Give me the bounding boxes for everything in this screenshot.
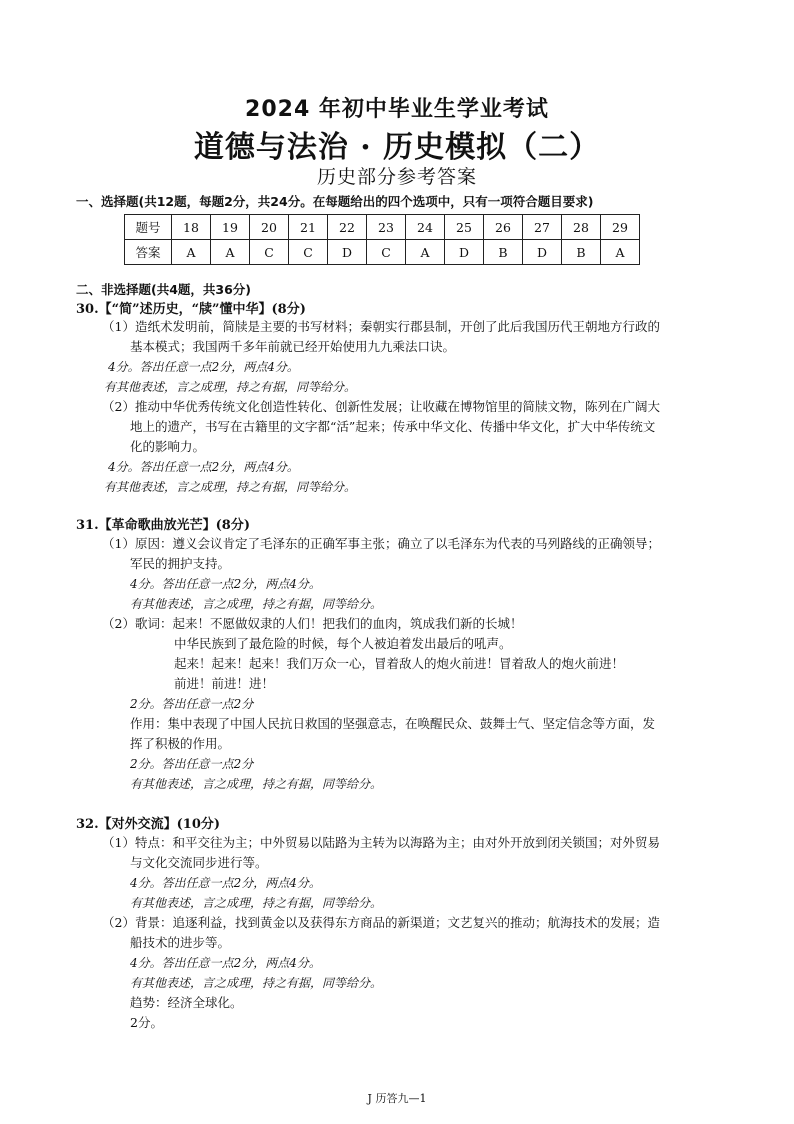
q32-line: 趋势：经济全球化。: [130, 995, 243, 1010]
q32-line: 有其他表述，言之成理，持之有据，同等给分。: [130, 896, 383, 910]
q30-line: 4分。答出任意一点2分，两点4分。: [108, 460, 299, 474]
q30-line: （2）推动中华优秀传统文化创造性转化、创新性发展；让收藏在博物馆里的简牍文物，陈列在广阔大: [102, 399, 660, 414]
table-cell: 18: [172, 215, 211, 240]
q30-heading: 30.【“简”述历史，“牍”懂中华】(8分): [76, 302, 306, 317]
q30-line: 化的影响力。: [130, 439, 206, 454]
q31-line: 作用：集中表现了中国人民抗日救国的坚强意志，在唤醒民众、鼓舞士气、坚定信念等方面，发: [130, 716, 656, 731]
table-cell: A: [601, 240, 640, 265]
answer-key-title: 历史部分参考答案: [316, 166, 477, 188]
table-cell: A: [172, 240, 211, 265]
q32-line: 船技术的进步等。: [130, 935, 231, 950]
exam-title: 2024 年初中毕业生学业考试: [245, 97, 549, 122]
q31-heading: 31.【革命歌曲放光芒】(8分): [76, 518, 250, 533]
q31-line: （1）原因：遵义会议肯定了毛泽东的正确军事主张；确立了以毛泽东为代表的马列路线的正确领导；: [102, 536, 660, 551]
table-cell: C: [367, 240, 406, 265]
table-cell: 27: [523, 215, 562, 240]
answer-table-number-row: [125, 215, 640, 240]
table-cell: A: [211, 240, 250, 265]
table-cell: 25: [445, 215, 484, 240]
q31-line: 2分。答出任意一点2分: [130, 697, 254, 711]
table-cell: D: [523, 240, 562, 265]
q30-line: 有其他表述，言之成理，持之有据，同等给分。: [104, 480, 357, 494]
q31-line: 有其他表述，言之成理，持之有据，同等给分。: [130, 777, 383, 791]
page-footer-code: J 历答九—1: [367, 1092, 427, 1105]
q30-line: 4分。答出任意一点2分，两点4分。: [108, 360, 299, 374]
table-cell: 20: [250, 215, 289, 240]
section1-heading: 一、选择题(共12题，每题2分，共24分。在每题给出的四个选项中，只有一项符合题目要求): [76, 194, 594, 209]
q30-line: 地上的遗产，书写在古籍里的文字都“活”起来；传承中华文化、传播中华文化，扩大中华传统文: [130, 419, 656, 434]
table-cell: D: [328, 240, 367, 265]
q32-line: （2）背景：追逐利益，找到黄金以及获得东方商品的新渠道；文艺复兴的推动；航海技术的发展；造: [102, 915, 660, 930]
q30-line: 基本模式；我国两千多年前就已经开始使用九九乘法口诀。: [130, 339, 456, 354]
section2-heading: 二、非选择题(共4题，共36分): [76, 282, 252, 297]
q31-line: 军民的拥护支持。: [130, 556, 231, 571]
table-cell: D: [445, 240, 484, 265]
q32-line: 4分。答出任意一点2分，两点4分。: [130, 956, 321, 970]
table-cell: 21: [289, 215, 328, 240]
q31-line: 有其他表述，言之成理，持之有据，同等给分。: [130, 597, 383, 611]
table-cell: C: [250, 240, 289, 265]
q31-line: 起来！起来！起来！我们万众一心，冒着敌人的炮火前进！冒着敌人的炮火前进！: [174, 656, 625, 671]
q30-line: （1）造纸术发明前，简牍是主要的书写材料；秦朝实行郡县制，开创了此后我国历代王朝地方行政的: [102, 319, 660, 334]
table-cell: B: [484, 240, 523, 265]
table-cell: 29: [601, 215, 640, 240]
q32-line: 2分。: [130, 1015, 163, 1030]
table-cell: 28: [562, 215, 601, 240]
q32-line: （1）特点：和平交往为主；中外贸易以陆路为主转为以海路为主；由对外开放到闭关锁国；对外贸易: [102, 835, 660, 850]
q32-line: 4分。答出任意一点2分，两点4分。: [130, 876, 321, 890]
q31-line: （2）歌词：起来！不愿做奴隶的人们！把我们的血肉，筑成我们新的长城！: [102, 616, 523, 631]
q31-line: 前进！前进！进！: [174, 676, 275, 691]
table-cell: 26: [484, 215, 523, 240]
table-cell: 23: [367, 215, 406, 240]
answer-table: [124, 214, 640, 265]
table-cell: B: [562, 240, 601, 265]
table-cell: A: [406, 240, 445, 265]
table-cell: C: [289, 240, 328, 265]
answer-table-answer-row: [125, 240, 640, 265]
table-cell: 22: [328, 215, 367, 240]
table-row-label: 答案: [125, 240, 172, 265]
table-row-label: 题号: [125, 215, 172, 240]
q31-line: 中华民族到了最危险的时候，每个人被迫着发出最后的吼声。: [174, 636, 512, 651]
q32-heading: 32.【对外交流】(10分): [76, 817, 221, 832]
exam-subject-title: 道德与法治 · 历史模拟（二）: [193, 130, 601, 165]
table-cell: 19: [211, 215, 250, 240]
q31-line: 2分。答出任意一点2分: [130, 757, 254, 771]
q31-line: 4分。答出任意一点2分，两点4分。: [130, 577, 321, 591]
q31-line: 挥了积极的作用。: [130, 736, 231, 751]
q32-line: 有其他表述，言之成理，持之有据，同等给分。: [130, 976, 383, 990]
q30-line: 有其他表述，言之成理，持之有据，同等给分。: [104, 380, 357, 394]
q32-line: 与文化交流同步进行等。: [130, 855, 268, 870]
table-cell: 24: [406, 215, 445, 240]
